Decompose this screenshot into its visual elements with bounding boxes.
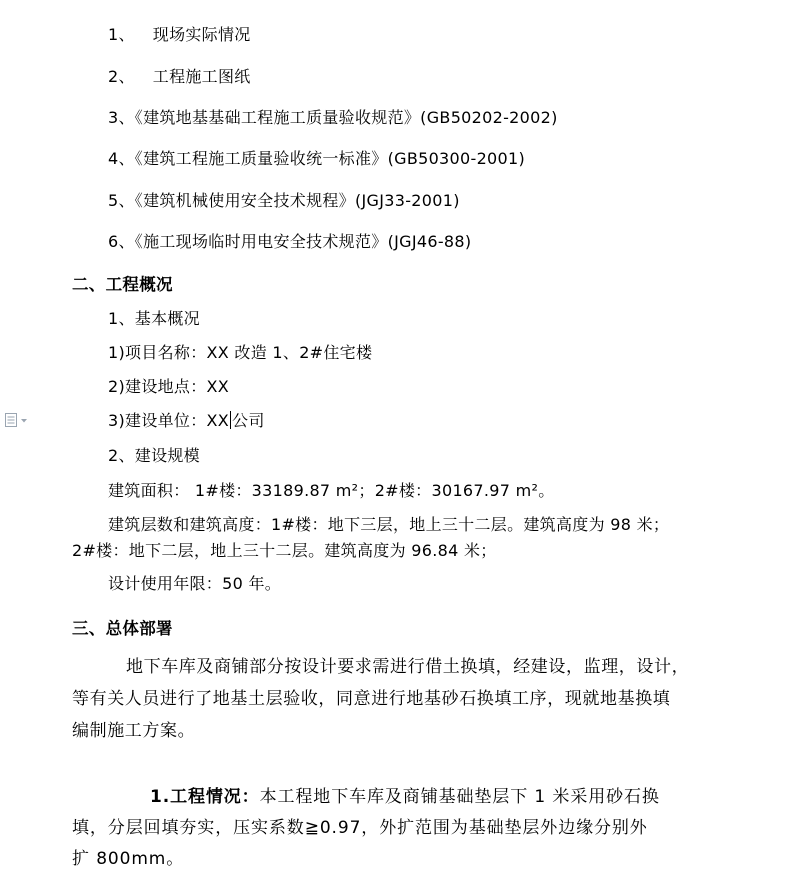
item-design-life: 设计使用年限：50 年。 xyxy=(108,574,282,593)
ref-item-4: 4、《建筑工程施工质量验收统一标准》(GB50300-2001) xyxy=(108,149,526,168)
project-situation-line2: 填，分层回填夯实，压实系数≧0.97，外扩范围为基础垫层外边缘分别外 xyxy=(72,818,648,838)
ref-item-number: 1、 xyxy=(108,25,135,44)
ref-item-5: 5、《建筑机械使用安全技术规程》(JGJ33-2001) xyxy=(108,191,460,210)
text-cursor xyxy=(230,411,231,429)
deployment-para-line1: 地下车库及商铺部分按设计要求需进行借土换填，经建设，监理，设计， xyxy=(126,657,690,677)
item-area: 建筑面积： 1#楼：33189.87 m²；2#楼：30167.97 m²。 xyxy=(108,481,555,500)
item-project-name: 1)项目名称：XX 改造 1、2#住宅楼 xyxy=(108,343,373,362)
deployment-para-line3: 编制施工方案。 xyxy=(72,721,196,741)
ref-item-6: 6、《施工现场临时用电安全技术规范》(JGJ46-88) xyxy=(108,232,472,251)
section-heading-deployment: 三、总体部署 xyxy=(72,619,173,638)
subsection-basic: 1、基本概况 xyxy=(108,309,200,328)
developer-prefix: 3)建设单位：XX xyxy=(108,411,230,430)
section-heading-overview: 二、工程概况 xyxy=(72,275,173,294)
project-situation-line1 xyxy=(150,786,660,808)
item-location: 2)建设地点：XX xyxy=(108,377,230,396)
ref-item-2 xyxy=(108,67,251,87)
ref-item-number: 2、 xyxy=(108,67,135,86)
ref-item-text: 现场实际情况 xyxy=(152,25,251,44)
developer-suffix: 公司 xyxy=(232,411,265,430)
item-floors-line2: 2#楼：地下二层，地上三十二层。建筑高度为 96.84 米； xyxy=(72,541,497,560)
project-situation-line3: 扩 800mm。 xyxy=(72,849,185,869)
paragraph-options-icon[interactable] xyxy=(4,412,34,428)
subsection-scale: 2、建设规模 xyxy=(108,446,200,465)
item-floors-line1: 建筑层数和建筑高度：1#楼：地下三层，地上三十二层。建筑高度为 98 米； xyxy=(108,515,670,534)
ref-item-1 xyxy=(108,25,251,45)
item-developer xyxy=(108,411,265,431)
deployment-para-line2: 等有关人员进行了地基土层验收，同意进行地基砂石换填工序，现就地基换填 xyxy=(72,689,671,709)
project-situation-text: 本工程地下车库及商铺基础垫层下 1 米采用砂石换 xyxy=(259,787,660,807)
ref-item-3: 3、《建筑地基基础工程施工质量验收规范》(GB50202-2002) xyxy=(108,108,558,127)
ref-item-text: 工程施工图纸 xyxy=(152,67,251,86)
project-situation-label: 1.工程情况： xyxy=(150,787,260,807)
